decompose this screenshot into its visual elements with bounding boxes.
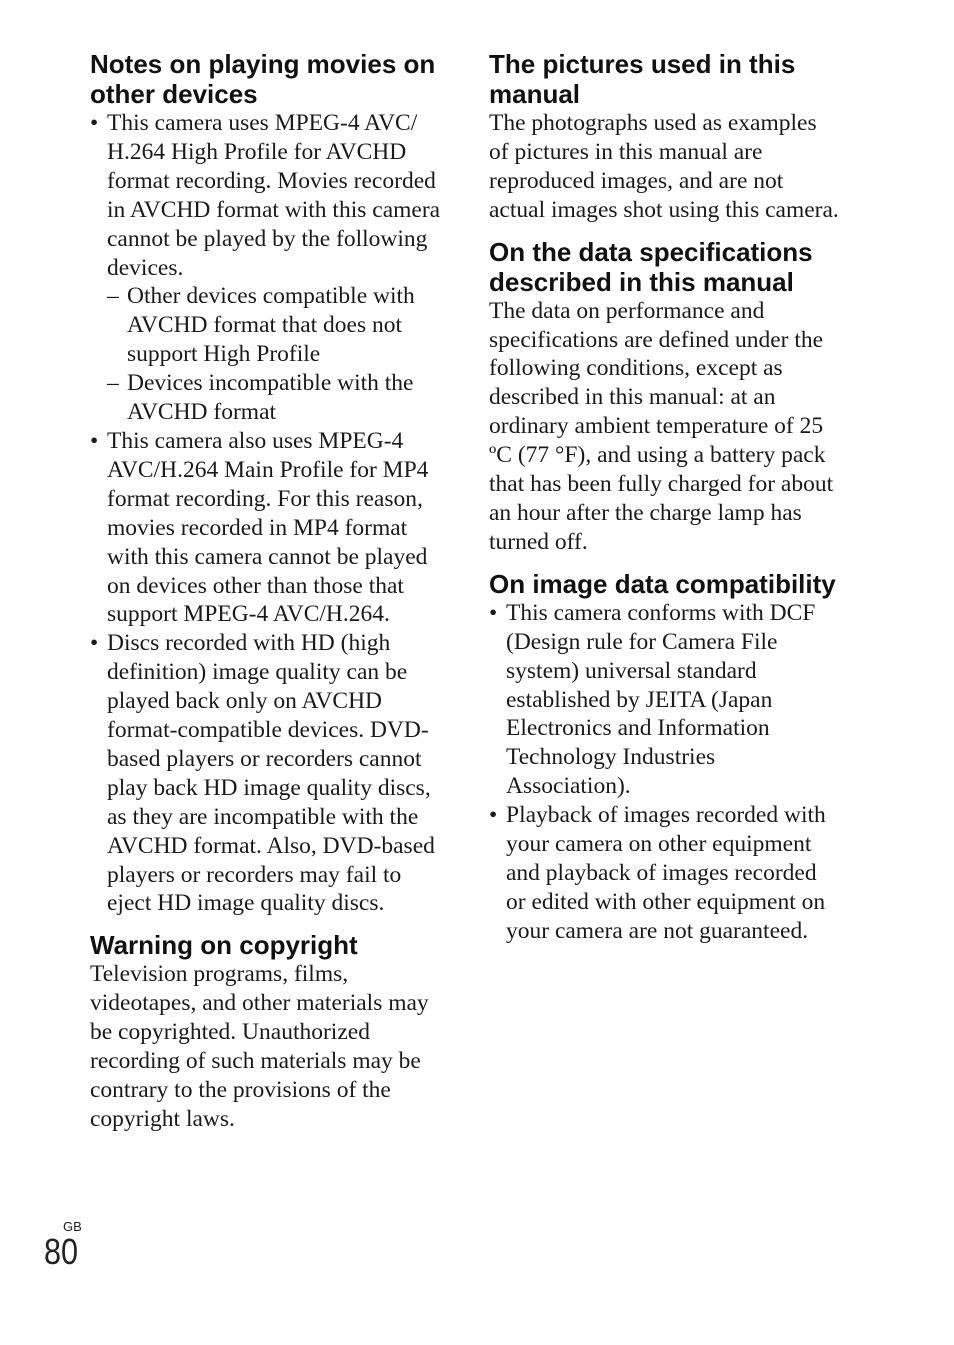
list-item: • This camera also uses MPEG-4 AVC/H.264 Main Profile for MP4 format recording. For this reason, movies recorded in MP4 format with this camera cannot be played on devices other than those that support MPEG-4 AVC/H.264. <box>90 427 445 629</box>
list-item: • Discs recorded with HD (high definition) image quality can be played back only on AVCHD format-compatible devices. DVD-based players or recorders cannot play back HD image quality discs, as they are incompatible with the AVCHD format. Also, DVD-based players or recorders may fail to eject HD image quality discs. <box>90 629 445 918</box>
notes-playing-list <box>90 109 445 918</box>
heading-pictures: The pictures used in this manual <box>489 49 796 109</box>
sub-list-item: – Other devices compatible with AVCHD format that does not support High Profile <box>107 282 445 369</box>
bullet-text: This camera uses MPEG-4 AVC/ H.264 High Profile for AVCHD format recording. Movies recorded in AVCHD format with this camera cannot be played by the following devices. <box>107 110 441 281</box>
copyright-text: Television programs, films, videotapes, and other materials may be copyrighted. Unauthorized recording of such materials may be contrary to the provisions of the copyright laws. <box>90 961 429 1132</box>
list-item <box>90 109 445 427</box>
left-column <box>90 49 445 1146</box>
page-number: 80 <box>44 1231 79 1272</box>
heading-data-specs: On the data specifications described in this manual <box>489 236 813 297</box>
sub-list-item: – Devices incompatible with the AVCHD format <box>107 369 445 427</box>
heading-notes-playing: Notes on playing movies on other devices <box>90 49 436 109</box>
sub-list <box>107 282 445 427</box>
pictures-text: The photographs used as examples of pictures in this manual are reproduced images, and are not actual images shot using this camera. <box>489 110 839 223</box>
data-specs-text: The data on performance and specifications are defined under the following conditions, except as described in this manual: at an ordinary ambient temperature of 25 ºC (77 °F), and using a battery pack that has been fully charged for about an hour after the charge lamp has turned off. <box>489 297 834 555</box>
section-compatibility <box>489 569 839 946</box>
list-item: • Playback of images recorded with your camera on other equipment and playback of images recorded or edited with other equipment on your camera are not guaranteed. <box>489 801 839 946</box>
language-code: GB <box>63 1219 82 1234</box>
list-item: • This camera conforms with DCF (Design rule for Camera File system) universal standard established by JEITA (Japan Electronics and Information Technology Industries Association). <box>489 599 839 801</box>
heading-compatibility: On image data compatibility <box>489 568 836 599</box>
section-pictures <box>489 49 839 225</box>
right-column <box>489 49 839 958</box>
heading-copyright: Warning on copyright <box>90 930 358 961</box>
section-data-specs <box>489 237 839 557</box>
section-notes-playing <box>90 49 445 918</box>
section-copyright <box>90 930 445 1133</box>
compatibility-list <box>489 599 839 946</box>
